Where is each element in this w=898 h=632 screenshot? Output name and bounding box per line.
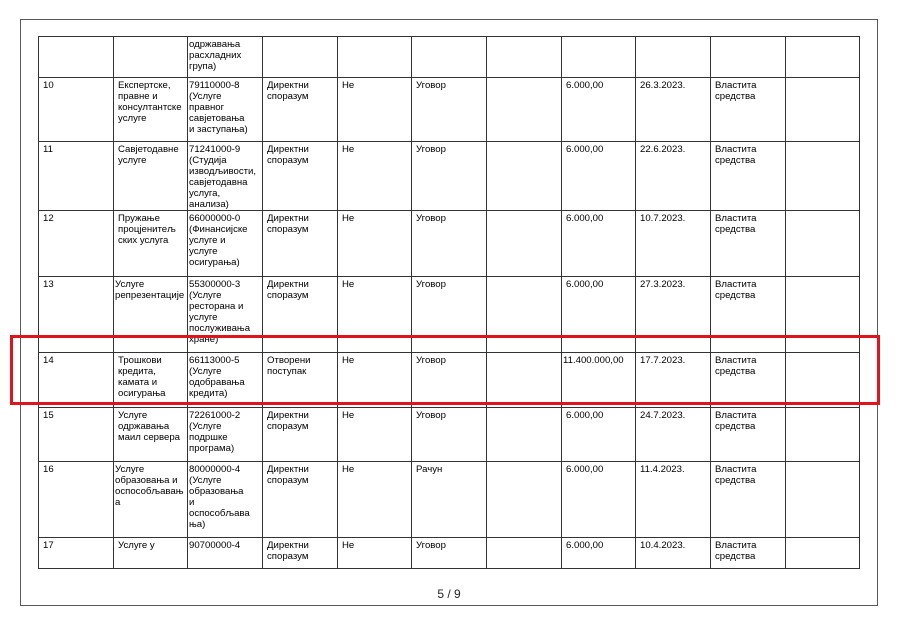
cell-contract — [412, 277, 487, 353]
cell-source — [711, 353, 786, 408]
cell-text: Експертске, правне и консултантске услуге — [118, 80, 182, 124]
cell-text: Властита средства — [715, 213, 757, 235]
cell-text: 27.3.2023. — [640, 279, 686, 290]
cell-text: Директни споразум — [267, 540, 309, 562]
cell-text: Директни споразум — [267, 80, 309, 102]
cell-text: 10.4.2023. — [640, 540, 686, 551]
cell-text: 15 — [43, 410, 54, 421]
cell-amount — [562, 142, 636, 211]
cell-note — [786, 211, 860, 277]
cell-text: 17.7.2023. — [640, 355, 686, 366]
cell-text: 26.3.2023. — [640, 80, 686, 91]
cell-code — [188, 538, 263, 569]
cell-text: Уговор — [416, 213, 446, 224]
cell-procedure — [263, 408, 338, 462]
cell-text: Властита средства — [715, 410, 757, 432]
cell-text: Уговор — [416, 540, 446, 551]
table-row — [39, 277, 860, 353]
cell-source — [711, 142, 786, 211]
cell-text: 13 — [43, 279, 54, 290]
cell-text: 22.6.2023. — [640, 144, 686, 155]
cell-split — [338, 37, 412, 78]
cell-split — [338, 408, 412, 462]
cell-note — [786, 538, 860, 569]
cell-empty — [487, 277, 562, 353]
cell-contract — [412, 142, 487, 211]
table-row — [39, 78, 860, 142]
cell-text: 6.000,00 — [566, 540, 604, 551]
cell-no — [39, 538, 114, 569]
cell-split — [338, 211, 412, 277]
cell-empty — [487, 408, 562, 462]
cell-name — [114, 462, 188, 538]
cell-contract — [412, 353, 487, 408]
cell-empty — [487, 353, 562, 408]
cell-text: Савјетодавне услуге — [118, 144, 179, 166]
cell-text: Директни споразум — [267, 213, 309, 235]
table-row — [39, 538, 860, 569]
cell-text: Директни споразум — [267, 144, 309, 166]
page-number: 5 / 9 — [437, 587, 461, 601]
cell-date — [636, 277, 711, 353]
cell-text: Пружање процјенитељ ских услуга — [118, 213, 176, 246]
cell-code — [188, 353, 263, 408]
cell-text: 6.000,00 — [566, 410, 604, 421]
cell-empty — [487, 538, 562, 569]
cell-source — [711, 277, 786, 353]
cell-text: 71241000-9 (Студија изводљивости, савјетодавна услуга, анализа) — [189, 144, 257, 210]
cell-date — [636, 211, 711, 277]
cell-contract — [412, 538, 487, 569]
cell-text: 6.000,00 — [566, 213, 604, 224]
cell-text: Уговор — [416, 279, 446, 290]
cell-text: Не — [342, 355, 355, 366]
cell-no — [39, 408, 114, 462]
cell-text: 80000000-4 (Услуге образовања и оспособљава ња) — [189, 464, 250, 530]
cell-date — [636, 353, 711, 408]
cell-text: Не — [342, 144, 355, 155]
cell-code — [188, 78, 263, 142]
cell-text: 6.000,00 — [566, 80, 604, 91]
cell-name — [114, 37, 188, 78]
cell-text: Не — [342, 279, 355, 290]
cell-text: одржавања расхладних група) — [189, 39, 242, 72]
cell-text: 66113000-5 (Услуге одобравања кредита) — [189, 355, 245, 399]
cell-note — [786, 37, 860, 78]
cell-text: 10.7.2023. — [640, 213, 686, 224]
cell-text: Не — [342, 410, 355, 421]
cell-name — [114, 78, 188, 142]
cell-text: Не — [342, 464, 355, 475]
cell-name — [114, 142, 188, 211]
cell-split — [338, 142, 412, 211]
cell-code — [188, 142, 263, 211]
cell-code — [188, 408, 263, 462]
cell-date — [636, 538, 711, 569]
cell-text: 11 — [43, 144, 53, 155]
cell-text: Услуге репрезентације — [115, 279, 185, 301]
cell-procedure — [263, 142, 338, 211]
cell-text: 90700000-4 — [189, 540, 241, 551]
cell-split — [338, 277, 412, 353]
cell-text: Директни споразум — [267, 410, 309, 432]
cell-text: Директни споразум — [267, 464, 309, 486]
table-row — [39, 353, 860, 408]
cell-name — [114, 277, 188, 353]
cell-source — [711, 462, 786, 538]
table-row — [39, 462, 860, 538]
cell-procedure — [263, 462, 338, 538]
cell-contract — [412, 408, 487, 462]
cell-text: Властита средства — [715, 144, 757, 166]
cell-text: 72261000-2 (Услуге подршке програма) — [189, 410, 241, 454]
cell-code — [188, 211, 263, 277]
cell-text: Властита средства — [715, 279, 757, 301]
cell-text: Властита средства — [715, 80, 757, 102]
cell-source — [711, 211, 786, 277]
cell-name — [114, 408, 188, 462]
cell-text: 6.000,00 — [566, 279, 604, 290]
cell-text: 14 — [43, 355, 54, 366]
cell-no — [39, 211, 114, 277]
table-row — [39, 142, 860, 211]
cell-amount — [562, 78, 636, 142]
cell-note — [786, 462, 860, 538]
cell-date — [636, 37, 711, 78]
table-row — [39, 408, 860, 462]
cell-empty — [487, 37, 562, 78]
cell-amount — [562, 538, 636, 569]
cell-text: Не — [342, 213, 355, 224]
cell-no — [39, 142, 114, 211]
cell-procedure — [263, 353, 338, 408]
cell-amount — [562, 277, 636, 353]
cell-text: Отворени поступак — [267, 355, 311, 377]
cell-contract — [412, 78, 487, 142]
cell-empty — [487, 462, 562, 538]
cell-date — [636, 408, 711, 462]
cell-text: Властита средства — [715, 355, 757, 377]
cell-text: Услуге у — [118, 540, 155, 551]
cell-text: Властита средства — [715, 540, 757, 562]
cell-procedure — [263, 78, 338, 142]
cell-procedure — [263, 211, 338, 277]
cell-name — [114, 211, 188, 277]
cell-procedure — [263, 538, 338, 569]
cell-name — [114, 353, 188, 408]
cell-text: 11.4.2023. — [640, 464, 685, 475]
table-row — [39, 37, 860, 78]
cell-empty — [487, 142, 562, 211]
cell-text: Рачун — [416, 464, 443, 475]
cell-text: Властита средства — [715, 464, 757, 486]
cell-amount — [562, 408, 636, 462]
cell-code — [188, 37, 263, 78]
cell-text: 24.7.2023. — [640, 410, 686, 421]
cell-text: 10 — [43, 80, 54, 91]
cell-note — [786, 277, 860, 353]
cell-source — [711, 78, 786, 142]
cell-amount — [562, 211, 636, 277]
cell-contract — [412, 211, 487, 277]
cell-no — [39, 462, 114, 538]
cell-name — [114, 538, 188, 569]
cell-note — [786, 142, 860, 211]
cell-text: 6.000,00 — [566, 464, 604, 475]
cell-code — [188, 462, 263, 538]
cell-text: Услуге образовања и оспособљавања — [115, 464, 184, 508]
cell-text: Уговор — [416, 144, 446, 155]
cell-no — [39, 277, 114, 353]
cell-source — [711, 408, 786, 462]
cell-text: 6.000,00 — [566, 144, 604, 155]
cell-text: Не — [342, 540, 355, 551]
cell-note — [786, 408, 860, 462]
procurement-plan-table — [38, 36, 860, 569]
cell-source — [711, 538, 786, 569]
cell-split — [338, 353, 412, 408]
cell-text: 12 — [43, 213, 54, 224]
cell-split — [338, 462, 412, 538]
cell-text: Уговор — [416, 410, 446, 421]
cell-text: Уговор — [416, 355, 446, 366]
cell-no — [39, 353, 114, 408]
cell-empty — [487, 211, 562, 277]
cell-note — [786, 78, 860, 142]
cell-amount — [562, 462, 636, 538]
cell-text: Уговор — [416, 80, 446, 91]
cell-no — [39, 37, 114, 78]
cell-text: Не — [342, 80, 355, 91]
cell-contract — [412, 462, 487, 538]
cell-text: Услуге одржавања маил сервера — [118, 410, 181, 443]
cell-text: 16 — [43, 464, 54, 475]
cell-code — [188, 277, 263, 353]
cell-date — [636, 462, 711, 538]
cell-source — [711, 37, 786, 78]
cell-procedure — [263, 277, 338, 353]
cell-note — [786, 353, 860, 408]
cell-text: 66000000-0 (Финансијске услуге и услуге осигурања) — [189, 213, 248, 268]
cell-procedure — [263, 37, 338, 78]
table-row — [39, 211, 860, 277]
cell-text: Директни споразум — [267, 279, 309, 301]
cell-text: 79110000-8 (Услуге правног савјетовања и заступања) — [189, 80, 248, 135]
cell-split — [338, 538, 412, 569]
cell-text: 11.400.000,00 — [563, 355, 624, 366]
cell-empty — [487, 78, 562, 142]
cell-date — [636, 142, 711, 211]
cell-contract — [412, 37, 487, 78]
cell-no — [39, 78, 114, 142]
cell-text: 17 — [43, 540, 54, 551]
cell-split — [338, 78, 412, 142]
cell-text: 55300000-3 (Услуге ресторана и услуге послуживања хране) — [189, 279, 251, 345]
cell-amount — [562, 37, 636, 78]
cell-amount — [562, 353, 636, 408]
cell-text: Трошкови кредита, камата и осигурања — [118, 355, 166, 399]
cell-date — [636, 78, 711, 142]
